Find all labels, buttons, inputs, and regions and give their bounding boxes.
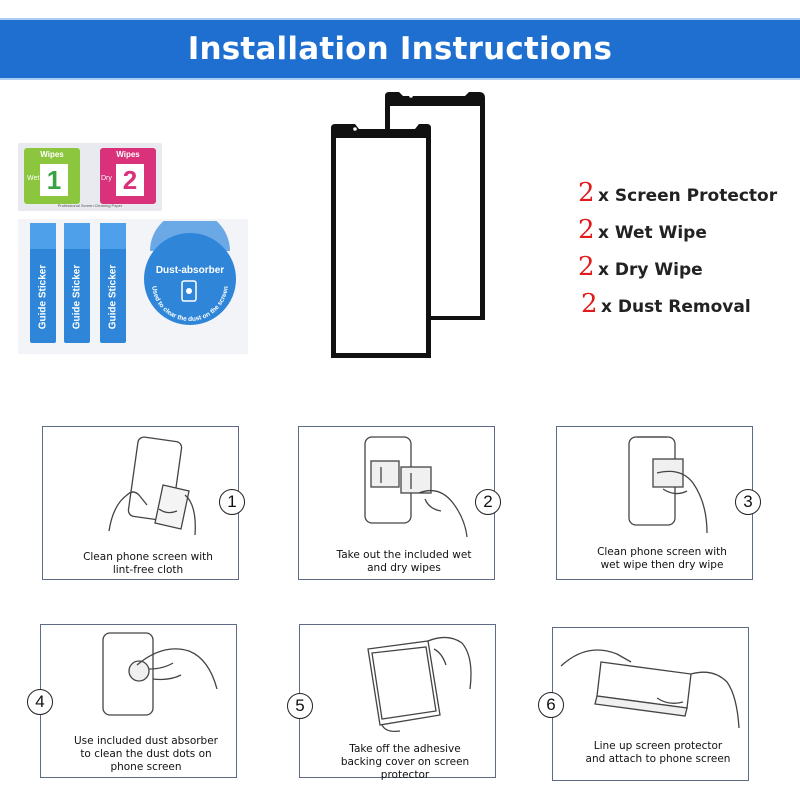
step-number: 4 [27,689,53,715]
step-card-6 [546,627,749,781]
wet-wipe-label: Wipes [40,150,64,159]
step-number: 5 [287,693,313,719]
guide-sticker-label: Guide Sticker [37,264,49,330]
dry-wipe-packet [100,148,156,204]
dry-wipe-number: 2 [116,164,144,196]
page-title: Installation Instructions [187,31,613,67]
step-card-2 [298,426,495,580]
kit-image [18,143,248,358]
step-card-1 [42,426,239,580]
wet-dry-wipe-illustration [597,433,717,537]
item-quantity: 2 [578,178,595,208]
wipes-illustration [349,433,479,539]
dry-wipe-label: Wipes [116,150,140,159]
dust-absorber-note: Used to clear the dust on the screen [150,285,230,324]
step-number: 3 [735,489,761,515]
align-protector-illustration [557,632,743,738]
dust-absorber [142,221,238,333]
step-number: 1 [219,489,245,515]
included-item [578,178,788,215]
item-quantity: 2 [578,252,595,282]
step-caption: Line up screen protector and attach to phone screen [585,740,731,765]
guide-sticker-label: Guide Sticker [107,264,119,330]
step-caption: Clean phone screen with lint-free cloth [83,551,213,576]
cleaning-cloth-illustration [93,435,203,539]
guide-sticker-label: Guide Sticker [71,264,83,330]
wet-wipe-number: 1 [40,164,68,196]
header-banner [0,18,800,80]
dry-wipe-kind: Dry [101,175,112,182]
guide-sticker [30,223,56,343]
guide-sticker [64,223,90,343]
included-items-list [578,178,788,326]
item-text: x Screen Protector [598,186,778,206]
sticker-sheet [18,219,248,354]
item-text: x Dry Wipe [598,260,703,280]
step-card-5 [295,624,496,781]
step-caption: Clean phone screen with wet wipe then dry wipe [597,546,727,571]
wipes-footer: Professional Screen Cleaning Paper [57,203,123,208]
step-card-4 [35,624,237,778]
wet-wipe-kind: Wet [27,175,40,182]
wipes-card [18,143,162,211]
item-text: x Dust Removal [601,297,751,317]
included-item [578,252,788,289]
peel-backing-illustration [342,629,482,737]
step-caption: Take out the included wet and dry wipes [336,549,472,574]
step-number: 2 [475,489,501,515]
screen-protector-image [325,88,495,363]
step-caption: Use included dust absorber to clean the dust dots on phone screen [74,735,218,773]
item-quantity: 2 [578,215,595,245]
dust-absorber-label: Dust-absorber [155,265,225,276]
included-item [578,215,788,252]
included-item [578,289,788,326]
step-caption: Take off the adhesive backing cover on screen protector [340,743,470,781]
item-text: x Wet Wipe [598,223,707,243]
wet-wipe-packet [24,148,80,204]
step-number: 6 [538,692,564,718]
item-quantity: 2 [581,289,598,319]
dust-absorber-illustration [93,629,223,733]
step-card-3 [556,426,753,580]
guide-sticker [100,223,126,343]
